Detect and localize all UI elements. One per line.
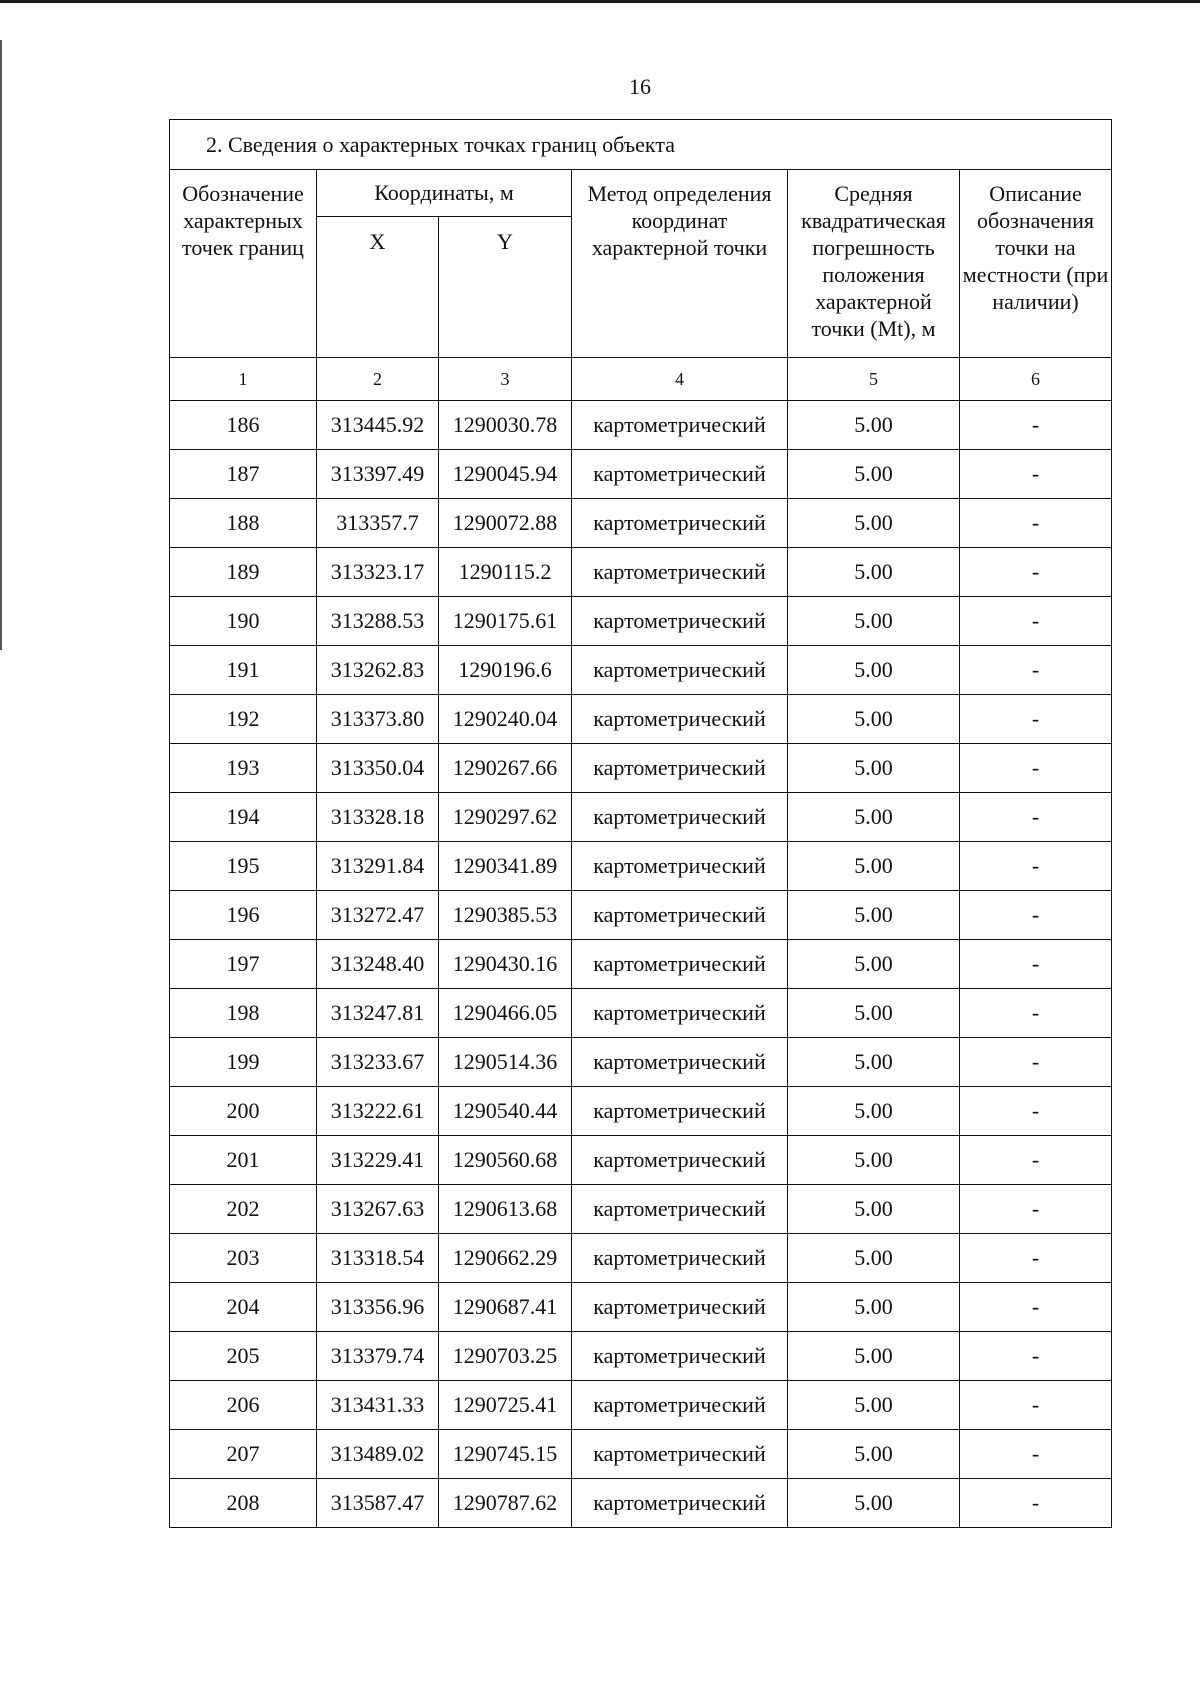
cell-point: 207 [170, 1430, 317, 1479]
cell-accuracy: 5.00 [788, 1087, 960, 1136]
cell-description: - [960, 499, 1112, 548]
table-row [170, 1479, 1112, 1528]
boundary-points-table [169, 119, 1112, 1528]
cell-method: картометрический [572, 793, 788, 842]
cell-y: 1290267.66 [439, 744, 572, 793]
cell-x: 313397.49 [317, 450, 439, 499]
cell-accuracy: 5.00 [788, 793, 960, 842]
cell-description: - [960, 842, 1112, 891]
cell-accuracy: 5.00 [788, 940, 960, 989]
cell-method: картометрический [572, 1332, 788, 1381]
cell-x: 313373.80 [317, 695, 439, 744]
cell-point: 202 [170, 1185, 317, 1234]
cell-point: 189 [170, 548, 317, 597]
section-title: 2. Сведения о характерных точках границ объекта [170, 120, 1112, 170]
cell-x: 313288.53 [317, 597, 439, 646]
cell-description: - [960, 989, 1112, 1038]
cell-accuracy: 5.00 [788, 989, 960, 1038]
cell-description: - [960, 1381, 1112, 1430]
cell-accuracy: 5.00 [788, 1185, 960, 1234]
cell-description: - [960, 1283, 1112, 1332]
cell-method: картометрический [572, 1381, 788, 1430]
header-row [170, 170, 1112, 217]
cell-point: 196 [170, 891, 317, 940]
column-number: 5 [788, 358, 960, 401]
cell-y: 1290613.68 [439, 1185, 572, 1234]
header-designation: Обозначение характерных точек границ [170, 170, 317, 358]
cell-description: - [960, 1038, 1112, 1087]
table-row [170, 793, 1112, 842]
cell-y: 1290514.36 [439, 1038, 572, 1087]
cell-x: 313357.7 [317, 499, 439, 548]
cell-point: 193 [170, 744, 317, 793]
cell-method: картометрический [572, 450, 788, 499]
cell-method: картометрический [572, 401, 788, 450]
page-number: 16 [629, 74, 651, 99]
cell-accuracy: 5.00 [788, 499, 960, 548]
cell-description: - [960, 450, 1112, 499]
cell-point: 200 [170, 1087, 317, 1136]
cell-accuracy: 5.00 [788, 646, 960, 695]
cell-x: 313222.61 [317, 1087, 439, 1136]
cell-x: 313379.74 [317, 1332, 439, 1381]
cell-x: 313356.96 [317, 1283, 439, 1332]
cell-method: картометрический [572, 1283, 788, 1332]
cell-point: 208 [170, 1479, 317, 1528]
header-description: Описание обозначения точки на местности (при наличии) [960, 170, 1112, 358]
cell-x: 313233.67 [317, 1038, 439, 1087]
table-row [170, 1332, 1112, 1381]
cell-accuracy: 5.00 [788, 1283, 960, 1332]
cell-method: картометрический [572, 499, 788, 548]
cell-point: 191 [170, 646, 317, 695]
cell-accuracy: 5.00 [788, 695, 960, 744]
cell-y: 1290341.89 [439, 842, 572, 891]
cell-x: 313431.33 [317, 1381, 439, 1430]
cell-accuracy: 5.00 [788, 1234, 960, 1283]
cell-x: 313247.81 [317, 989, 439, 1038]
cell-description: - [960, 1332, 1112, 1381]
cell-y: 1290072.88 [439, 499, 572, 548]
cell-point: 197 [170, 940, 317, 989]
table-row [170, 1430, 1112, 1479]
column-number: 6 [960, 358, 1112, 401]
cell-method: картометрический [572, 1185, 788, 1234]
cell-point: 201 [170, 1136, 317, 1185]
cell-method: картометрический [572, 1430, 788, 1479]
cell-x: 313350.04 [317, 744, 439, 793]
header-accuracy: Средняя квадратическая погрешность положения характерной точки (Mt), м [788, 170, 960, 358]
cell-x: 313248.40 [317, 940, 439, 989]
cell-y: 1290725.41 [439, 1381, 572, 1430]
cell-y: 1290045.94 [439, 450, 572, 499]
cell-accuracy: 5.00 [788, 842, 960, 891]
cell-point: 204 [170, 1283, 317, 1332]
points-table-body [170, 401, 1112, 1528]
table-row [170, 1381, 1112, 1430]
cell-method: картометрический [572, 842, 788, 891]
cell-point: 199 [170, 1038, 317, 1087]
cell-method: картометрический [572, 597, 788, 646]
cell-method: картометрический [572, 1087, 788, 1136]
cell-y: 1290560.68 [439, 1136, 572, 1185]
table-row [170, 1087, 1112, 1136]
table-row [170, 1234, 1112, 1283]
cell-description: - [960, 891, 1112, 940]
cell-description: - [960, 940, 1112, 989]
table-row [170, 1283, 1112, 1332]
cell-description: - [960, 744, 1112, 793]
cell-x: 313587.47 [317, 1479, 439, 1528]
column-numbers-row [170, 358, 1112, 401]
cell-x: 313267.63 [317, 1185, 439, 1234]
cell-accuracy: 5.00 [788, 1381, 960, 1430]
cell-description: - [960, 401, 1112, 450]
table-row [170, 450, 1112, 499]
table-row [170, 940, 1112, 989]
cell-description: - [960, 1430, 1112, 1479]
cell-accuracy: 5.00 [788, 401, 960, 450]
cell-description: - [960, 793, 1112, 842]
table-row [170, 499, 1112, 548]
cell-method: картометрический [572, 1234, 788, 1283]
cell-description: - [960, 695, 1112, 744]
cell-description: - [960, 1234, 1112, 1283]
cell-point: 188 [170, 499, 317, 548]
cell-x: 313262.83 [317, 646, 439, 695]
column-number: 4 [572, 358, 788, 401]
cell-x: 313445.92 [317, 401, 439, 450]
cell-y: 1290787.62 [439, 1479, 572, 1528]
cell-accuracy: 5.00 [788, 1430, 960, 1479]
cell-accuracy: 5.00 [788, 1332, 960, 1381]
cell-point: 194 [170, 793, 317, 842]
cell-x: 313328.18 [317, 793, 439, 842]
cell-description: - [960, 1087, 1112, 1136]
header-coordinates: Координаты, м [317, 170, 572, 217]
table-row [170, 1136, 1112, 1185]
cell-accuracy: 5.00 [788, 891, 960, 940]
cell-point: 203 [170, 1234, 317, 1283]
cell-point: 190 [170, 597, 317, 646]
table-row [170, 1038, 1112, 1087]
cell-description: - [960, 597, 1112, 646]
cell-point: 192 [170, 695, 317, 744]
cell-x: 313272.47 [317, 891, 439, 940]
cell-method: картометрический [572, 695, 788, 744]
cell-y: 1290240.04 [439, 695, 572, 744]
cell-point: 206 [170, 1381, 317, 1430]
table-row [170, 989, 1112, 1038]
table-row [170, 401, 1112, 450]
cell-point: 187 [170, 450, 317, 499]
cell-y: 1290745.15 [439, 1430, 572, 1479]
cell-y: 1290687.41 [439, 1283, 572, 1332]
cell-y: 1290430.16 [439, 940, 572, 989]
column-number: 1 [170, 358, 317, 401]
cell-accuracy: 5.00 [788, 450, 960, 499]
cell-accuracy: 5.00 [788, 597, 960, 646]
cell-description: - [960, 548, 1112, 597]
cell-y: 1290703.25 [439, 1332, 572, 1381]
cell-point: 195 [170, 842, 317, 891]
cell-y: 1290115.2 [439, 548, 572, 597]
table-row [170, 548, 1112, 597]
cell-description: - [960, 1479, 1112, 1528]
cell-accuracy: 5.00 [788, 1479, 960, 1528]
cell-accuracy: 5.00 [788, 744, 960, 793]
header-method: Метод определения координат характерной точки [572, 170, 788, 358]
column-number: 2 [317, 358, 439, 401]
cell-description: - [960, 1185, 1112, 1234]
cell-point: 205 [170, 1332, 317, 1381]
cell-accuracy: 5.00 [788, 1136, 960, 1185]
table-row [170, 744, 1112, 793]
cell-y: 1290662.29 [439, 1234, 572, 1283]
cell-accuracy: 5.00 [788, 548, 960, 597]
table-row [170, 1185, 1112, 1234]
cell-method: картометрический [572, 646, 788, 695]
cell-method: картометрический [572, 1136, 788, 1185]
table-row [170, 695, 1112, 744]
cell-x: 313291.84 [317, 842, 439, 891]
cell-method: картометрический [572, 989, 788, 1038]
section-title-row [170, 120, 1112, 170]
cell-y: 1290030.78 [439, 401, 572, 450]
scan-top-edge [0, 0, 1200, 3]
table-row [170, 842, 1112, 891]
cell-description: - [960, 1136, 1112, 1185]
cell-x: 313323.17 [317, 548, 439, 597]
table-row [170, 891, 1112, 940]
table-row [170, 646, 1112, 695]
cell-x: 313229.41 [317, 1136, 439, 1185]
cell-y: 1290540.44 [439, 1087, 572, 1136]
cell-y: 1290196.6 [439, 646, 572, 695]
cell-method: картометрический [572, 891, 788, 940]
cell-method: картометрический [572, 1038, 788, 1087]
scan-left-edge [0, 40, 2, 650]
column-number: 3 [439, 358, 572, 401]
cell-method: картометрический [572, 1479, 788, 1528]
cell-method: картометрический [572, 548, 788, 597]
cell-x: 313489.02 [317, 1430, 439, 1479]
cell-point: 198 [170, 989, 317, 1038]
cell-method: картометрический [572, 744, 788, 793]
cell-y: 1290175.61 [439, 597, 572, 646]
cell-y: 1290297.62 [439, 793, 572, 842]
cell-accuracy: 5.00 [788, 1038, 960, 1087]
cell-y: 1290385.53 [439, 891, 572, 940]
cell-point: 186 [170, 401, 317, 450]
cell-x: 313318.54 [317, 1234, 439, 1283]
cell-description: - [960, 646, 1112, 695]
cell-method: картометрический [572, 940, 788, 989]
table-row [170, 597, 1112, 646]
cell-y: 1290466.05 [439, 989, 572, 1038]
header-x: X [317, 217, 439, 358]
header-y: Y [439, 217, 572, 358]
